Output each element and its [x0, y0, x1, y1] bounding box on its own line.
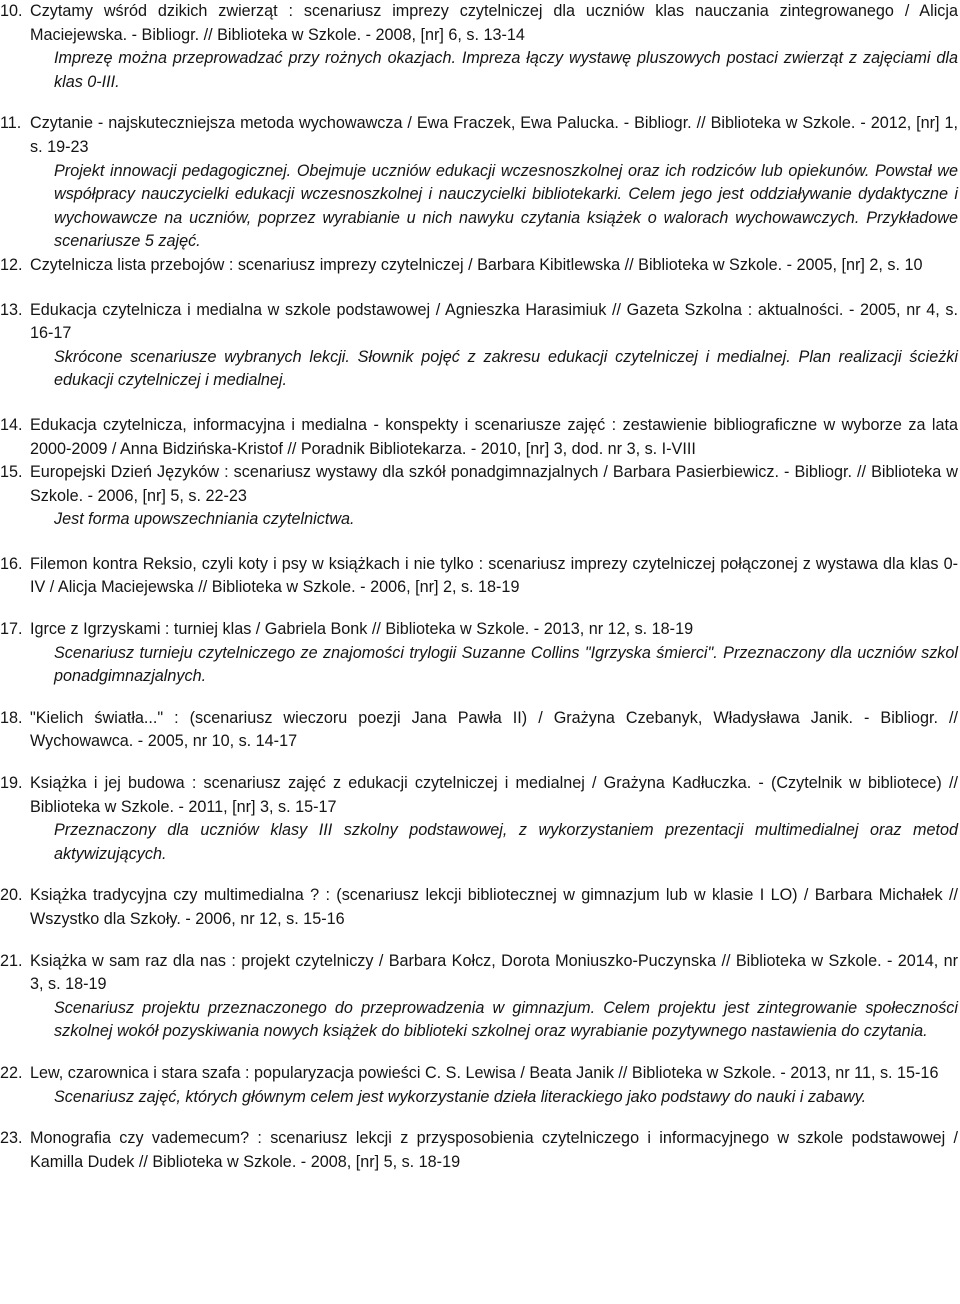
- entry-number: 19.: [0, 774, 23, 793]
- entry-body: [30, 707, 958, 754]
- entry-note: Scenariusz turnieju czytelniczego ze znajomości trylogii Suzanne Collins "Igrzyska śmierci". Przeznaczony dla uczniów szkol ponadgimnazjalnych.: [54, 643, 958, 686]
- entry-number: 22.: [0, 1063, 23, 1082]
- entry-note: Scenariusz zajęć, których głównym celem jest wykorzystanie dzieła literackiego jako podstawy do nauki i zabawy.: [54, 1087, 867, 1106]
- entry-citation: "Kielich światła..." : (scenariusz wieczoru poezji Jana Pawła II) / Grażyna Czebanyk, Władysława Janik. - Bibliogr. // Wychowawca. - 2005, nr 10, s. 14-17: [30, 708, 958, 751]
- entry-body: [30, 1062, 958, 1109]
- entry-number: 16.: [0, 554, 23, 573]
- entry-citation: Czytelnicza lista przebojów : scenariusz imprezy czytelniczej / Barbara Kibitlewska // Biblioteka w Szkole. - 2005, [nr] 2, s. 10: [30, 255, 923, 274]
- entry-number: 13.: [0, 300, 23, 319]
- bibliography-entry: [0, 950, 958, 1044]
- entry-number: 14.: [0, 415, 23, 434]
- entry-citation: Lew, czarownica i stara szafa : popularyzacja powieści C. S. Lewisa / Beata Janik // Biblioteka w Szkole. - 2013, nr 11, s. 15-16: [30, 1063, 939, 1082]
- entry-citation: Książka i jej budowa : scenariusz zajęć z edukacji czytelniczej i medialnej / Grażyna Kadłuczka. - (Czytelnik w bibliotece) // Biblioteka w Szkole. - 2011, [nr] 3, s. 15-17: [30, 774, 958, 816]
- entry-citation: Książka w sam raz dla nas : projekt czytelniczy / Barbara Kołcz, Dorota Moniuszko-Puczynska // Biblioteka w Szkole. - 2014, nr 3, s. 18-19: [30, 951, 958, 994]
- entry-number: 12.: [0, 255, 23, 274]
- entry-body: [30, 884, 958, 931]
- entry-body: [30, 461, 958, 532]
- entry-body: [30, 553, 958, 600]
- entry-body: [30, 0, 958, 94]
- entry-body: [30, 299, 958, 393]
- bibliography-entry: [0, 884, 958, 931]
- entry-citation: Książka tradycyjna czy multimedialna ? : (scenariusz lekcji bibliotecznej w gimnazjum lub w klasie I LO) / Barbara Michałek // Wszystko dla Szkoły. - 2006, nr 12, s. 15-16: [30, 886, 958, 928]
- entry-body: [30, 950, 958, 1044]
- entry-number: 15.: [0, 463, 23, 482]
- entry-number: 18.: [0, 708, 23, 727]
- entry-note: Imprezę można przeprowadzać przy rożnych okazjach. Impreza łączy wystawę pluszowych postaci zwierząt z zajęciami dla klas 0-III.: [54, 49, 958, 91]
- entry-body: [30, 618, 958, 689]
- entry-note: Jest forma upowszechniania czytelnictwa.: [54, 510, 355, 529]
- bibliography-entry: [0, 553, 958, 600]
- entry-citation: Czytanie - najskuteczniejsza metoda wychowawcza / Ewa Fraczek, Ewa Palucka. - Bibliogr. // Biblioteka w Szkole. - 2012, [nr] 1, s. 19-23: [30, 114, 958, 156]
- entry-number: 23.: [0, 1129, 23, 1148]
- entry-number: 17.: [0, 620, 23, 639]
- bibliography-entry: [0, 1127, 958, 1174]
- entry-number: 11.: [0, 114, 22, 133]
- bibliography-entry: [0, 254, 958, 278]
- entry-note: Projekt innowacji pedagogicznej. Obejmuje uczniów edukacji wczesnoszkolnej oraz ich rodziców lub opiekunów. Powstał we współpracy nauczycielki edukacji wczesnoszkolnej i nauczycielki bibliotekarki. Celem jego jest oddziaływanie dydaktyczne i wychowawcze na uczniów, poprzez wyrabianie u nich nawyku czytania książek o walorach wychowawczych. Przykładowe scenariusze 5 zajęć.: [54, 161, 958, 251]
- bibliography-entry: [0, 461, 958, 532]
- bibliography-entry: [0, 772, 958, 866]
- entry-number: 20.: [0, 886, 23, 905]
- entry-citation: Edukacja czytelnicza, informacyjna i medialna - konspekty i scenariusze zajęć : zestawienie bibliograficzne w wyborze za lata 2000-2009 / Anna Bidzińska-Kristof // Poradnik Bibliotekarza. - 2010, [nr] 3, dod. nr 3, s. I-VIII: [30, 415, 958, 458]
- bibliography-entry: [0, 0, 958, 94]
- entry-body: [30, 254, 958, 278]
- entry-number: 10.: [0, 2, 23, 20]
- entry-body: [30, 1127, 958, 1174]
- bibliography-entry: [0, 112, 958, 254]
- entry-citation: Monografia czy vademecum? : scenariusz lekcji z przysposobienia czytelniczego i informacyjnego w szkole podstawowej / Kamilla Dudek // Biblioteka w Szkole. - 2008, [nr] 5, s. 18-19: [30, 1129, 958, 1171]
- entry-body: [30, 112, 958, 254]
- entry-number: 21.: [0, 951, 23, 970]
- bibliography-entry: [0, 414, 958, 461]
- entry-citation: Edukacja czytelnicza i medialna w szkole podstawowej / Agnieszka Harasimiuk // Gazeta Szkolna : aktualności. - 2005, nr 4, s. 16-17: [30, 300, 958, 343]
- entry-citation: Czytamy wśród dzikich zwierząt : scenariusz imprezy czytelniczej dla uczniów klas nauczania zintegrowanego / Alicja Maciejewska. - Bibliogr. // Biblioteka w Szkole. - 2008, [nr] 6, s. 13-14: [30, 2, 958, 44]
- entry-note: Skrócone scenariusze wybranych lekcji. Słownik pojęć z zakresu edukacji czytelniczej i medialnej. Plan realizacji ścieżki edukacji czytelniczej i medialnej.: [54, 347, 958, 390]
- bibliography-entry: [0, 299, 958, 393]
- bibliography-entry: [0, 618, 958, 689]
- entry-note: Scenariusz projektu przeznaczonego do przeprowadzenia w gimnazjum. Celem projektu jest zintegrowanie społeczności szkolnej wokół pozyskiwania nowych książek do biblioteki szkolnej oraz wyrabianie pozytywnego nastawienia do czytania.: [54, 998, 958, 1041]
- entry-body: [30, 414, 958, 461]
- entry-citation: Igrce z Igrzyskami : turniej klas / Gabriela Bonk // Biblioteka w Szkole. - 2013, nr 12, s. 18-19: [30, 620, 694, 639]
- bibliography-entry: [0, 1062, 958, 1109]
- entry-body: [30, 772, 958, 866]
- entry-citation: Europejski Dzień Języków : scenariusz wystawy dla szkół ponadgimnazjalnych / Barbara Pasierbiewicz. - Bibliogr. // Biblioteka w Szkole. - 2006, [nr] 5, s. 22-23: [30, 463, 958, 505]
- bibliography-entry: [0, 707, 958, 754]
- entry-note: Przeznaczony dla uczniów klasy III szkolny podstawowej, z wykorzystaniem prezentacji multimedialnej oraz metod aktywizujących.: [54, 821, 958, 863]
- entry-citation: Filemon kontra Reksio, czyli koty i psy w książkach i nie tylko : scenariusz imprezy czytelniczej połączonej z wystawa dla klas 0-IV / Alicja Maciejewska // Biblioteka w Szkole. - 2006, [nr] 2, s. 18-19: [30, 554, 958, 597]
